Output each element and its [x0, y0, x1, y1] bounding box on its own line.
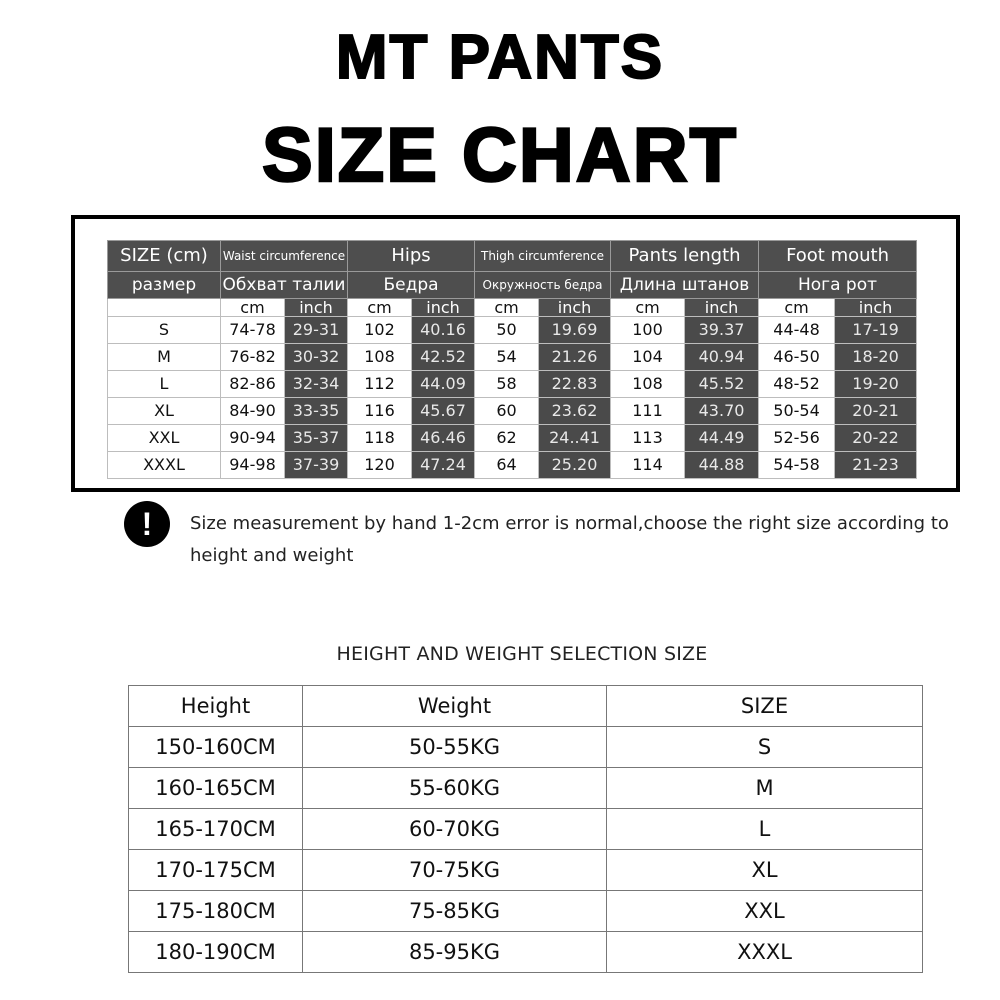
hips-cm-cell: 120	[348, 452, 412, 479]
table-row	[108, 425, 917, 452]
hw-header-height: Height	[129, 686, 303, 727]
waist-cm-cell: 84-90	[221, 398, 285, 425]
header-length: Pants length	[611, 241, 759, 272]
hips-inch-cell: 45.67	[412, 398, 475, 425]
hips-cm-cell: 102	[348, 317, 412, 344]
table-row	[129, 850, 923, 891]
thigh-inch-cell: 19.69	[539, 317, 611, 344]
size-cell: S	[108, 317, 221, 344]
hips-inch-cell: 42.52	[412, 344, 475, 371]
thigh-inch-cell: 25.20	[539, 452, 611, 479]
waist-inch-cell: 37-39	[285, 452, 348, 479]
foot-inch-cell: 21-23	[835, 452, 917, 479]
height-cell: 160-165CM	[129, 768, 303, 809]
header-hips: Hips	[348, 241, 475, 272]
size-table	[107, 240, 917, 479]
hips-inch-cell: 46.46	[412, 425, 475, 452]
hips-inch-cell: 40.16	[412, 317, 475, 344]
waist-inch-cell: 33-35	[285, 398, 348, 425]
table-row	[129, 891, 923, 932]
waist-inch-cell: 35-37	[285, 425, 348, 452]
size-cell: XL	[607, 850, 923, 891]
length-inch-cell: 44.88	[685, 452, 759, 479]
length-cm-cell: 113	[611, 425, 685, 452]
size-cell: XXXL	[607, 932, 923, 973]
length-inch-cell: 45.52	[685, 371, 759, 398]
hw-header-weight: Weight	[303, 686, 607, 727]
weight-cell: 60-70KG	[303, 809, 607, 850]
thigh-cm-cell: 60	[475, 398, 539, 425]
size-cell: L	[607, 809, 923, 850]
hw-header-row	[129, 686, 923, 727]
length-inch-cell: 39.37	[685, 317, 759, 344]
waist-cm-cell: 74-78	[221, 317, 285, 344]
unit-inch: inch	[285, 299, 348, 317]
table-row	[129, 768, 923, 809]
table-row	[108, 344, 917, 371]
weight-cell: 50-55KG	[303, 727, 607, 768]
waist-cm-cell: 82-86	[221, 371, 285, 398]
header-row-ru	[108, 272, 917, 299]
thigh-cm-cell: 64	[475, 452, 539, 479]
length-inch-cell: 40.94	[685, 344, 759, 371]
length-cm-cell: 111	[611, 398, 685, 425]
length-inch-cell: 43.70	[685, 398, 759, 425]
height-cell: 165-170CM	[129, 809, 303, 850]
foot-inch-cell: 20-22	[835, 425, 917, 452]
foot-inch-cell: 20-21	[835, 398, 917, 425]
height-cell: 180-190CM	[129, 932, 303, 973]
weight-cell: 70-75KG	[303, 850, 607, 891]
header-size: SIZE (cm)	[108, 241, 221, 272]
foot-inch-cell: 18-20	[835, 344, 917, 371]
waist-inch-cell: 32-34	[285, 371, 348, 398]
foot-cm-cell: 50-54	[759, 398, 835, 425]
length-cm-cell: 114	[611, 452, 685, 479]
thigh-inch-cell: 21.26	[539, 344, 611, 371]
table-row	[108, 398, 917, 425]
weight-cell: 55-60KG	[303, 768, 607, 809]
hw-table-title: HEIGHT AND WEIGHT SELECTION SIZE	[336, 643, 708, 665]
length-cm-cell: 108	[611, 371, 685, 398]
thigh-cm-cell: 50	[475, 317, 539, 344]
table-row	[108, 371, 917, 398]
size-cell: L	[108, 371, 221, 398]
weight-cell: 75-85KG	[303, 891, 607, 932]
thigh-cm-cell: 54	[475, 344, 539, 371]
weight-cell: 85-95KG	[303, 932, 607, 973]
foot-cm-cell: 46-50	[759, 344, 835, 371]
hips-cm-cell: 116	[348, 398, 412, 425]
waist-inch-cell: 29-31	[285, 317, 348, 344]
table-row	[129, 809, 923, 850]
height-weight-table	[128, 685, 923, 973]
foot-cm-cell: 48-52	[759, 371, 835, 398]
header-length-ru: Длина штанов	[611, 272, 759, 299]
unit-cm: cm	[348, 299, 412, 317]
header-size-ru: размер	[108, 272, 221, 299]
foot-inch-cell: 17-19	[835, 317, 917, 344]
thigh-cm-cell: 62	[475, 425, 539, 452]
length-cm-cell: 104	[611, 344, 685, 371]
hips-cm-cell: 112	[348, 371, 412, 398]
unit-inch: inch	[835, 299, 917, 317]
unit-cm: cm	[475, 299, 539, 317]
table-row	[129, 727, 923, 768]
header-row-en	[108, 241, 917, 272]
waist-inch-cell: 30-32	[285, 344, 348, 371]
length-cm-cell: 100	[611, 317, 685, 344]
table-row	[108, 317, 917, 344]
unit-cm: cm	[221, 299, 285, 317]
exclamation-icon: !	[124, 501, 170, 547]
hips-inch-cell: 44.09	[412, 371, 475, 398]
measurement-note: Size measurement by hand 1-2cm error is normal,choose the right size according to height and weight	[190, 513, 949, 566]
thigh-inch-cell: 23.62	[539, 398, 611, 425]
hips-cm-cell: 118	[348, 425, 412, 452]
unit-inch: inch	[412, 299, 475, 317]
thigh-inch-cell: 24..41	[539, 425, 611, 452]
header-thigh-ru: Окружность бедра	[475, 272, 611, 299]
length-inch-cell: 44.49	[685, 425, 759, 452]
header-foot: Foot mouth	[759, 241, 917, 272]
size-cell: S	[607, 727, 923, 768]
header-foot-ru: Нога рот	[759, 272, 917, 299]
size-cell: XL	[108, 398, 221, 425]
hw-header-size: SIZE	[607, 686, 923, 727]
size-cell: XXL	[108, 425, 221, 452]
unit-cm: cm	[611, 299, 685, 317]
height-cell: 170-175CM	[129, 850, 303, 891]
table-row	[129, 932, 923, 973]
table-row	[108, 452, 917, 479]
title-line-2: SIZE CHART	[262, 113, 738, 198]
unit-blank	[108, 299, 221, 317]
foot-cm-cell: 52-56	[759, 425, 835, 452]
foot-cm-cell: 54-58	[759, 452, 835, 479]
unit-cm: cm	[759, 299, 835, 317]
unit-inch: inch	[685, 299, 759, 317]
height-cell: 175-180CM	[129, 891, 303, 932]
thigh-inch-cell: 22.83	[539, 371, 611, 398]
size-cell: XXL	[607, 891, 923, 932]
hips-cm-cell: 108	[348, 344, 412, 371]
waist-cm-cell: 94-98	[221, 452, 285, 479]
size-cell: M	[607, 768, 923, 809]
header-hips-ru: Бедра	[348, 272, 475, 299]
waist-cm-cell: 76-82	[221, 344, 285, 371]
unit-inch: inch	[539, 299, 611, 317]
height-cell: 150-160CM	[129, 727, 303, 768]
foot-cm-cell: 44-48	[759, 317, 835, 344]
waist-cm-cell: 90-94	[221, 425, 285, 452]
hips-inch-cell: 47.24	[412, 452, 475, 479]
foot-inch-cell: 19-20	[835, 371, 917, 398]
unit-row	[108, 299, 917, 317]
size-cell: XXXL	[108, 452, 221, 479]
header-waist-ru: Обхват талии	[221, 272, 348, 299]
thigh-cm-cell: 58	[475, 371, 539, 398]
title-line-1: MT PANTS	[335, 23, 665, 92]
header-thigh: Thigh circumference	[475, 241, 611, 272]
size-cell: M	[108, 344, 221, 371]
header-waist: Waist circumference	[221, 241, 348, 272]
